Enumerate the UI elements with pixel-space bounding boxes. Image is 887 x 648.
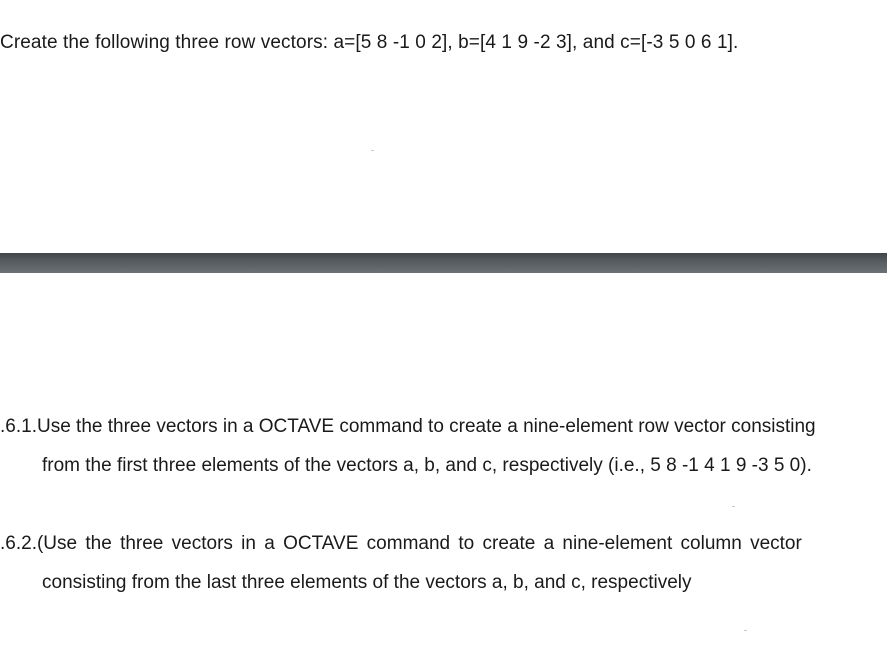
question-6-2-text-line1: (Use the three vectors in a OCTAVE command to create a nine-element column vector: [36, 533, 802, 554]
question-6-1-line1: [0, 415, 816, 439]
question-6-1-text-line1: Use the three vectors in a OCTAVE command to create a nine-element row vector consisting: [36, 416, 816, 437]
question-6-2-line1: [0, 532, 802, 556]
question-6-2-text-line2: consisting from the last three elements of the vectors a, b, and c, respectively: [42, 572, 692, 593]
section-divider: [0, 253, 887, 273]
question-6-1-text-line2: from the first three elements of the vectors a, b, and c, respectively (i.e., 5 8 -1 4 1 9 -3 5 0).: [42, 455, 812, 476]
scan-speck: [744, 630, 747, 631]
scan-speck: [371, 150, 374, 151]
scan-speck: [732, 506, 735, 507]
intro-statement: Create the following three row vectors: a=[5 8 -1 0 2], b=[4 1 9 -2 3], and c=[-3 5 0 6 1].: [0, 32, 739, 53]
question-6-1-number: .6.1.: [0, 416, 37, 437]
question-6-2-number: .6.2.: [0, 533, 37, 554]
